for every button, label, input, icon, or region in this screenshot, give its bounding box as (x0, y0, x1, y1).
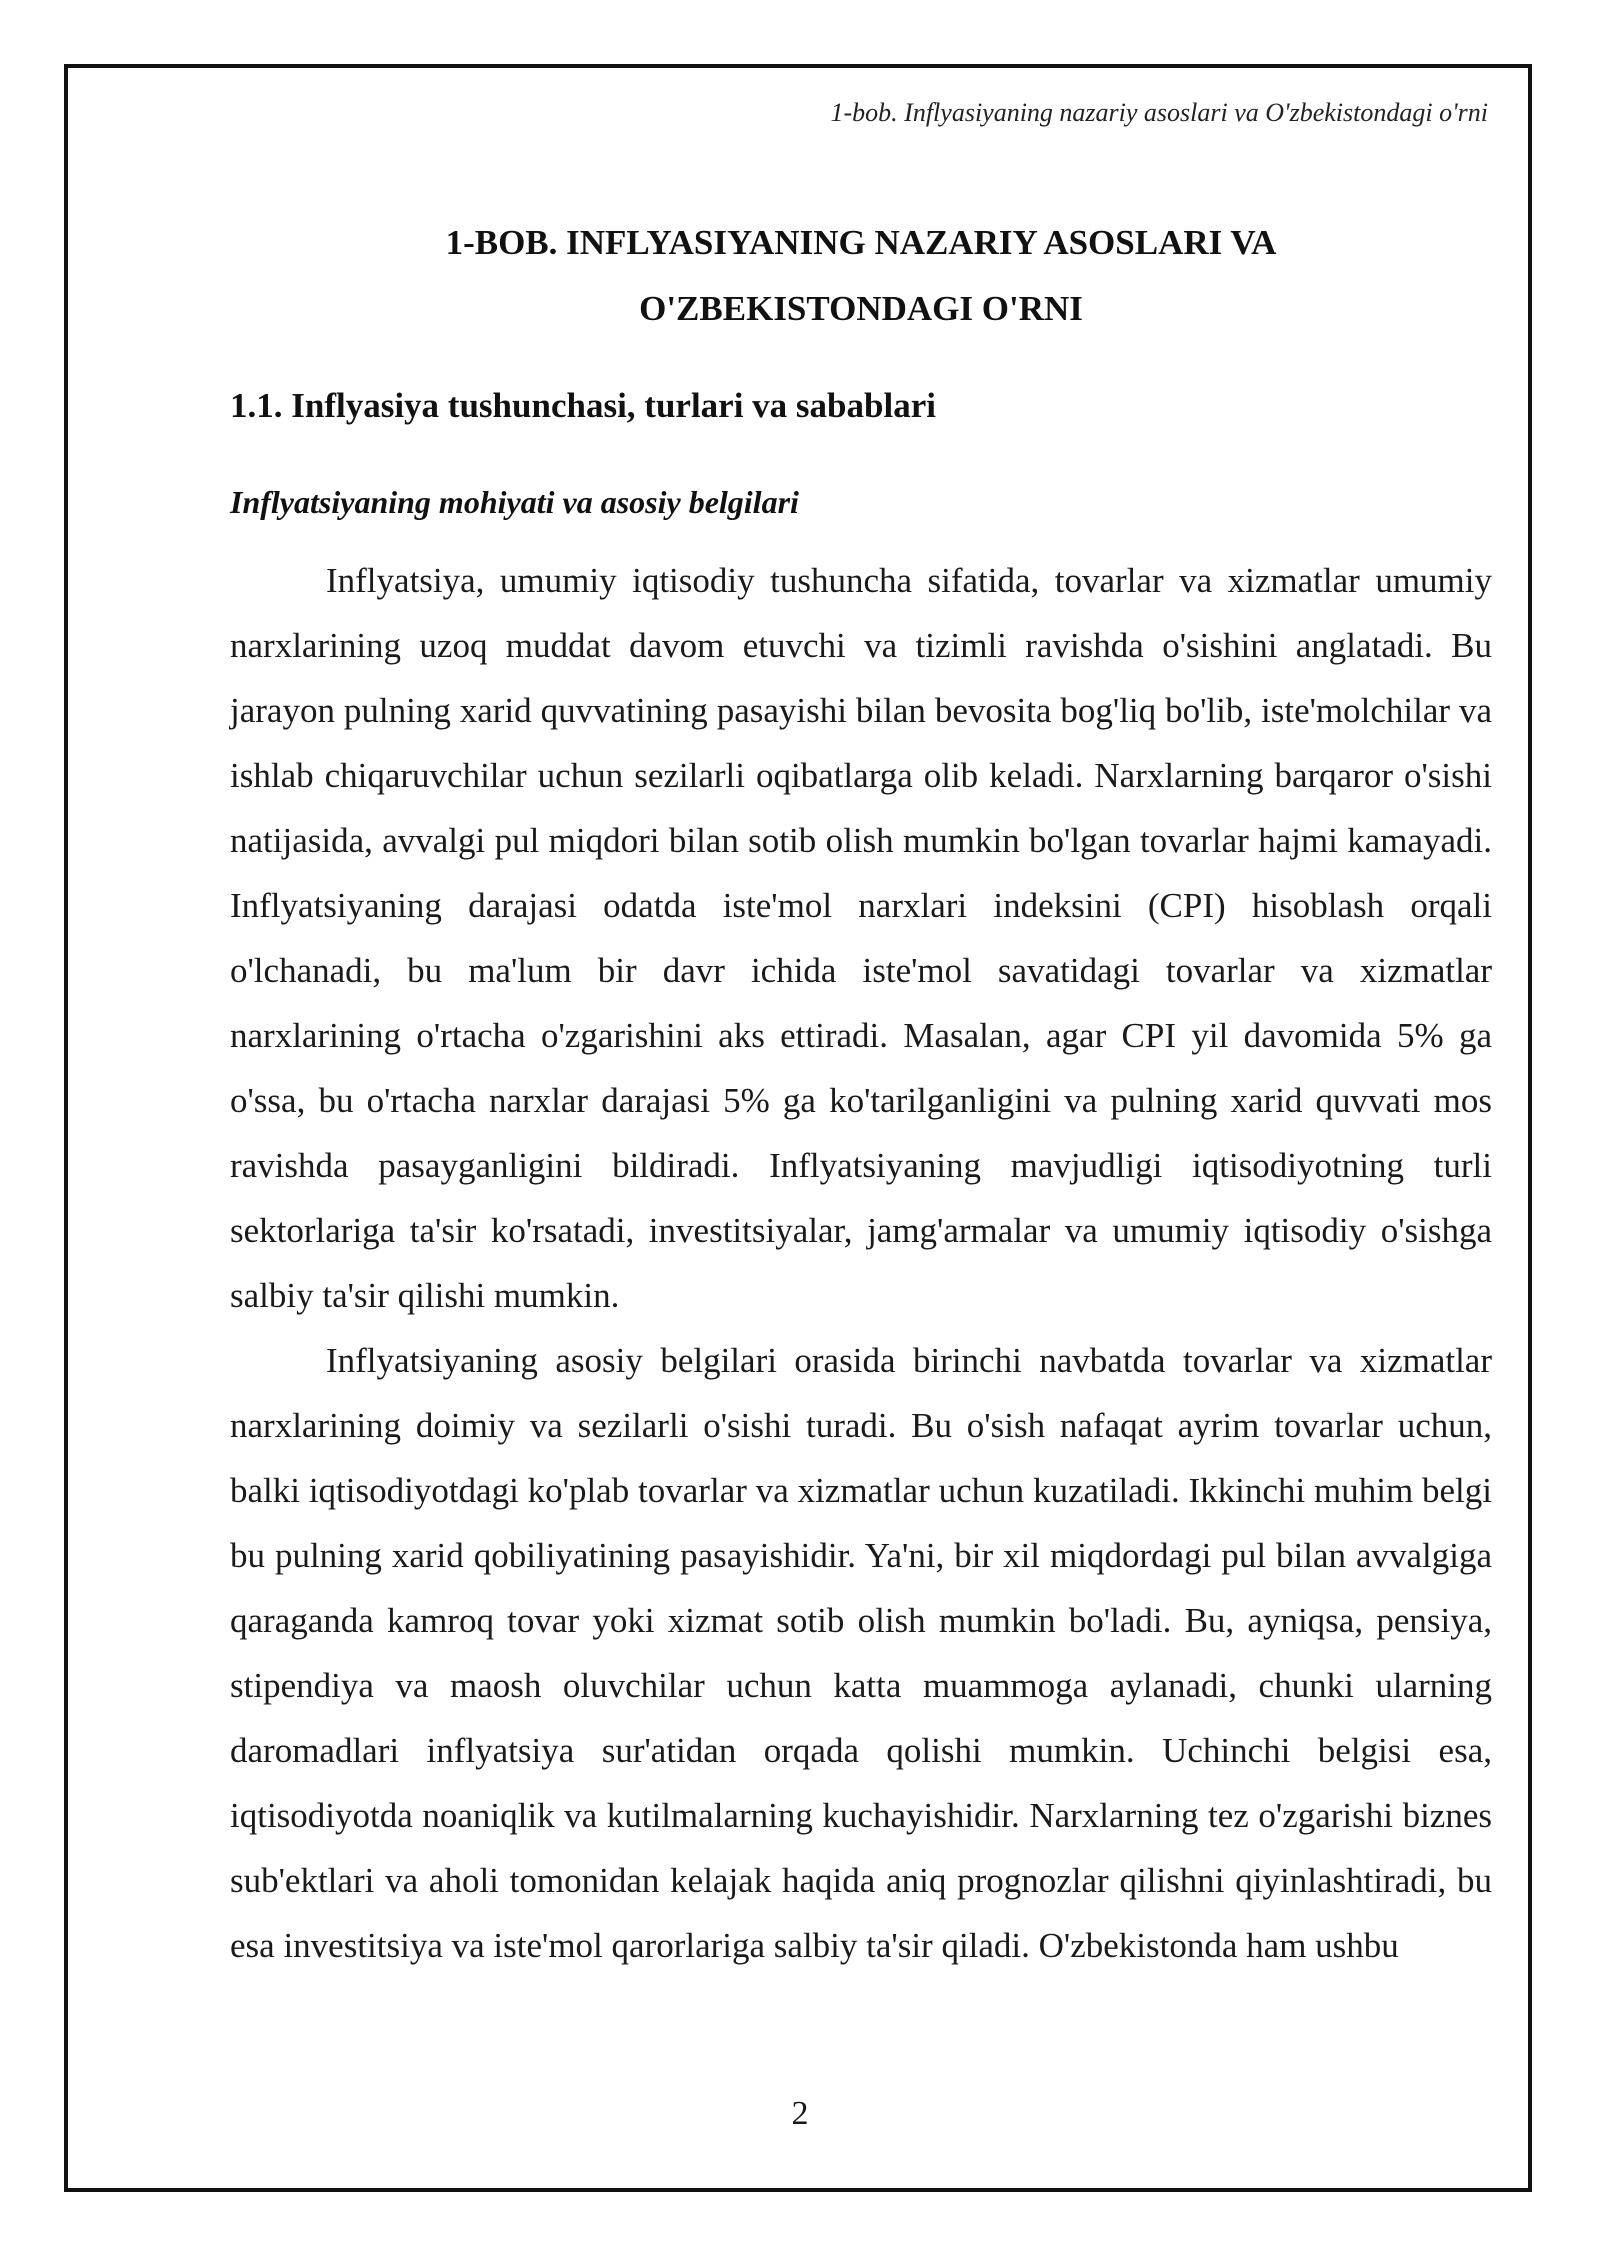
chapter-title-line-2: O'ZBEKISTONDAGI O'RNI (639, 289, 1083, 328)
body-text (230, 548, 1492, 1978)
chapter-title-line-1: 1-BOB. INFLYASIYANING NAZARIY ASOSLARI VA (445, 223, 1277, 262)
subsection-title: Inflyatsiyaning mohiyati va asosiy belgilari (230, 484, 799, 520)
section-title: 1.1. Inflyasiya tushunchasi, turlari va sabablari (230, 386, 936, 425)
page-number: 2 (791, 2095, 809, 2132)
running-header: 1-bob. Inflyasiyaning nazariy asoslari va O'zbekistondagi o'rni (830, 98, 1488, 127)
paragraph: Inflyatsiyaning asosiy belgilari orasida birinchi navbatda tovarlar va xizmatlar narxlarining doimiy va sezilarli o'sishi turadi. Bu o'sish nafaqat ayrim tovarlar uchun, balki iqtisodiyotdagi ko'plab tovarlar va xizmatlar uchun kuzatiladi. Ikkinchi muhim belgi bu pulning xarid qobiliyatining pasayishidir. Ya'ni, bir xil miqdordagi pul bilan avvalgiga qaraganda kamroq tovar yoki xizmat sotib olish mumkin bo'ladi. Bu, ayniqsa, pensiya, stipendiya va maosh oluvchilar uchun katta muammoga aylanadi, chunki ularning daromadlari inflyatsiya sur'atidan orqada qolishi mumkin. Uchinchi belgisi esa, iqtisodiyotda noaniqlik va kutilmalarning kuchayishidir. Narxlarning tez o'zgarishi biznes sub'ektlari va aholi tomonidan kelajak haqida aniq prognozlar qilishni qiyinlashtiradi, bu esa investitsiya va iste'mol qarorlariga salbiy ta'sir qiladi. O'zbekistonda ham ushbu (230, 1341, 1492, 1965)
chapter-title (230, 210, 1492, 342)
paragraph: Inflyatsiya, umumiy iqtisodiy tushuncha sifatida, tovarlar va xizmatlar umumiy narxlarining uzoq muddat davom etuvchi va tizimli ravishda o'sishini anglatadi. Bu jarayon pulning xarid quvvatining pasayishi bilan bevosita bog'liq bo'lib, iste'molchilar va ishlab chiqaruvchilar uchun sezilarli oqibatlarga olib keladi. Narxlarning barqaror o'sishi natijasida, avvalgi pul miqdori bilan sotib olish mumkin bo'lgan tovarlar hajmi kamayadi. Inflyatsiyaning darajasi odatda iste'mol narxlari indeksini (CPI) hisoblash orqali o'lchanadi, bu ma'lum bir davr ichida iste'mol savatidagi tovarlar va xizmatlar narxlarining o'rtacha o'zgarishini aks ettiradi. Masalan, agar CPI yil davomida 5% ga o'ssa, bu o'rtacha narxlar darajasi 5% ga ko'tarilganligini va pulning xarid quvvati mos ravishda pasayganligini bildiradi. Inflyatsiyaning mavjudligi iqtisodiyotning turli sektorlariga ta'sir ko'rsatadi, investitsiyalar, jamg'armalar va umumiy iqtisodiy o'sishga salbiy ta'sir qilishi mumkin. (230, 561, 1492, 1315)
